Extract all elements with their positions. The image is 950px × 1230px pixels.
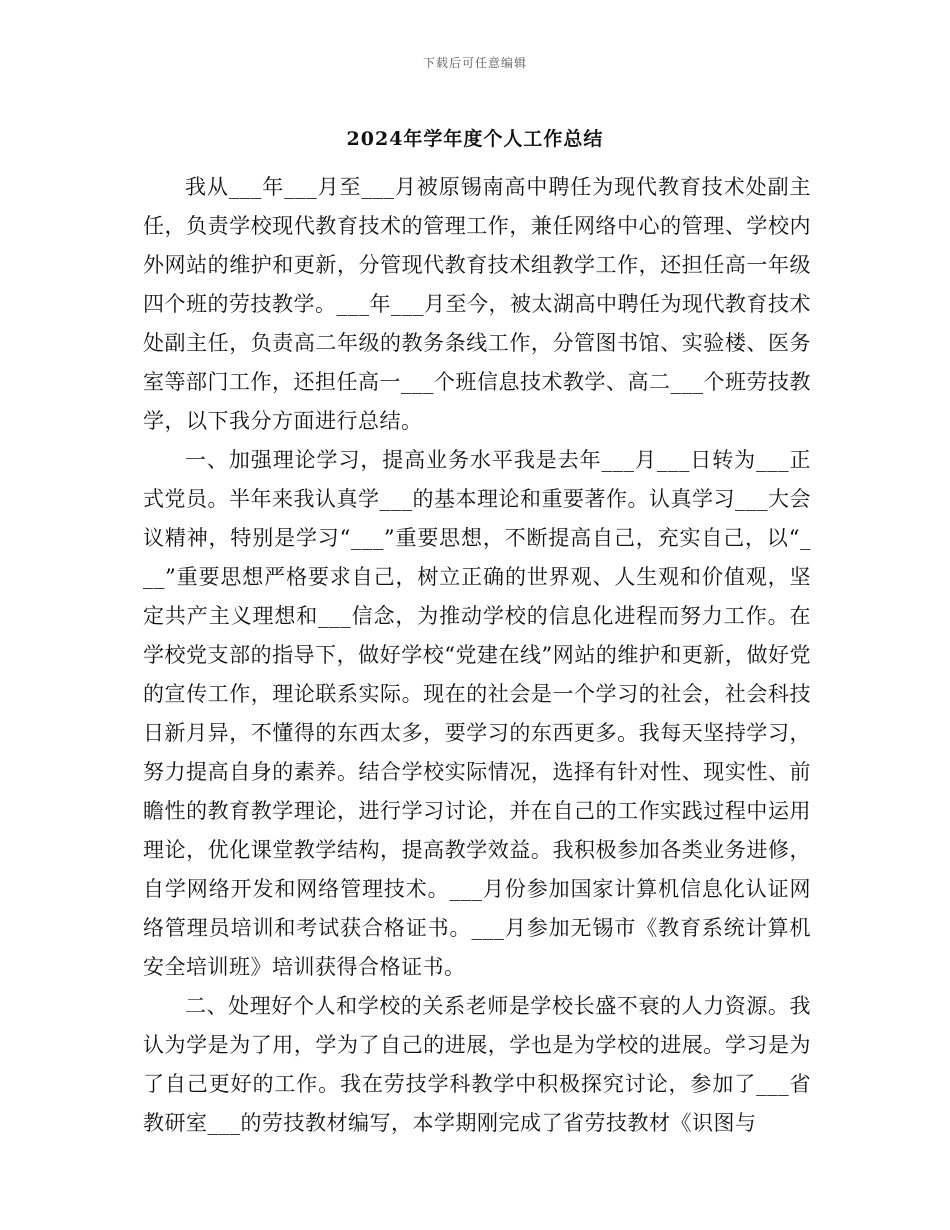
paragraph-section-2: 二、处理好个人和学校的关系老师是学校长盛不衰的人力资源。我认为学是为了用，学为了自己的进展，学也是为学校的进展。学习是为了自己更好的工作。我在劳技学科教学中积极探究讨论，参加了___省教研室___的劳技教材编写，本学期刚完成了省劳技教材《识图与 [143,994,811,1135]
document-title: 2024年学年度个人工作总结 [346,128,604,150]
paragraph-intro: 我从___年___月至___月被原锡南高中聘任为现代教育技术处副主任，负责学校现代教育技术的管理工作，兼任网络中心的管理、学校内外网站的维护和更新，分管现代教育技术组教学工作，还担任高一年级四个班的劳技教学。___年___月至今，被太湖高中聘任为现代教育技术处副主任，负责高二年级的教务条线工作，分管图书馆、实验楼、医务室等部门工作，还担任高一___个班信息技术教学、高二___个班劳技教学，以下我分方面进行总结。 [143,175,811,433]
document-body [143,168,811,1143]
paragraph-section-1: 一、加强理论学习，提高业务水平我是去年___月___日转为___正式党员。半年来我认真学___的基本理论和重要著作。认真学习___大会议精神，特别是学习“___”重要思想，不断提高自己，充实自己，以“___”重要思想严格要求自己，树立正确的世界观、人生观和价值观，坚定共产主义理想和___信念，为推动学校的信息化进程而努力工作。在学校党支部的指导下，做好学校“党建在线”网站的维护和更新，做好党的宣传工作，理论联系实际。现在的社会是一个学习的社会，社会科技日新月异，不懂得的东西太多，要学习的东西更多。我每天坚持学习，努力提高自身的素养。结合学校实际情况，选择有针对性、现实性、前瞻性的教育教学理论，进行学习讨论，并在自己的工作实践过程中运用理论，优化课堂教学结构，提高教学效益。我积极参加各类业务进修，自学网络开发和网络管理技术。___月份参加国家计算机信息化认证网络管理员培训和考试获合格证书。___月参加无锡市《教育系统计算机安全培训班》培训获得合格证书。 [143,448,811,979]
header-note: 下载后可任意编辑 [422,56,527,70]
